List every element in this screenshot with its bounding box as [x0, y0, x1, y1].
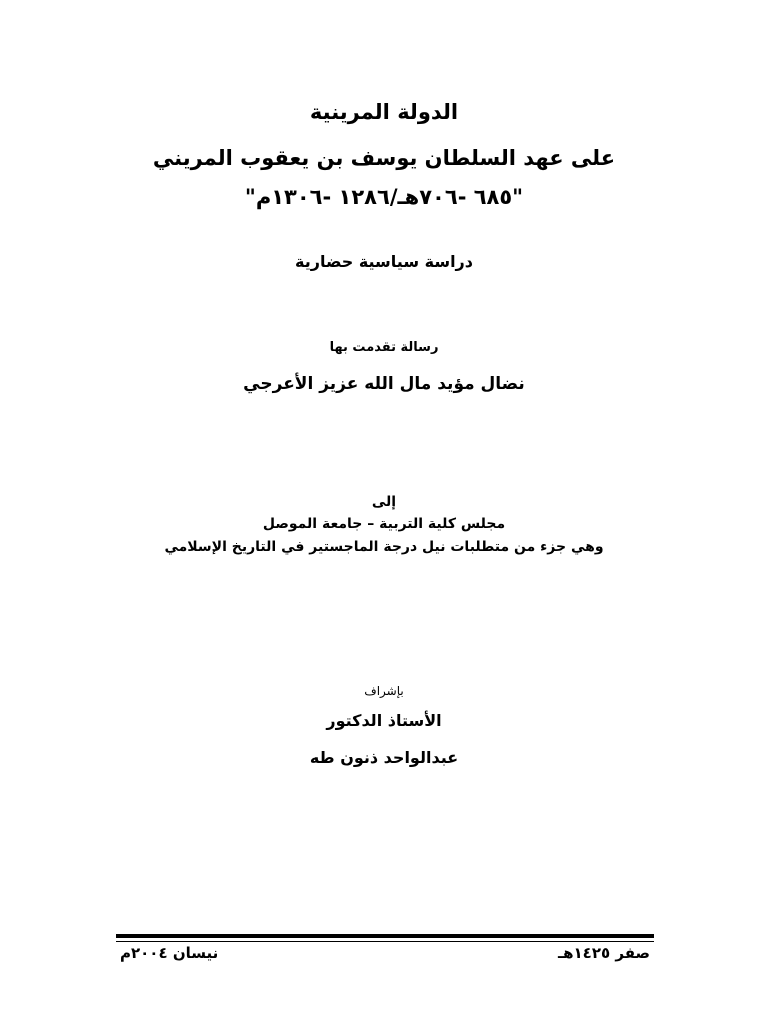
document-title: الدولة المرينية — [309, 100, 459, 124]
study-type: دراسة سياسية حضارية — [295, 252, 473, 271]
to-label: إلى — [371, 494, 397, 510]
supervision-label: بإشراف — [364, 684, 404, 698]
supervisor-name: عبدالواحد ذنون طه — [309, 748, 459, 767]
document-subtitle: على عهد السلطان يوسف بن يعقوب المريني — [152, 146, 616, 170]
footer-divider-thick — [116, 934, 654, 938]
document-date-range: "٦٨٥ -٧٠٦هـ/١٢٨٦ -١٣٠٦م" — [244, 185, 524, 209]
thesis-submitted-by-label: رسالة تقدمت بها — [329, 340, 439, 355]
author-name: نضال مؤيد مال الله عزيز الأعرجي — [243, 374, 525, 394]
footer-gregorian-date: نيسان ٢٠٠٤م — [120, 944, 219, 962]
supervisor-rank: الأستاذ الدكتور — [326, 711, 442, 730]
footer-divider-thin — [116, 941, 654, 942]
college-council: مجلس كلية التربية – جامعة الموصل — [262, 516, 506, 532]
degree-requirement: وهي جزء من متطلبات نيل درجة الماجستير في التاريخ الإسلامي — [164, 539, 604, 555]
footer-hijri-date: صفر ١٤٢٥هـ — [558, 944, 650, 962]
